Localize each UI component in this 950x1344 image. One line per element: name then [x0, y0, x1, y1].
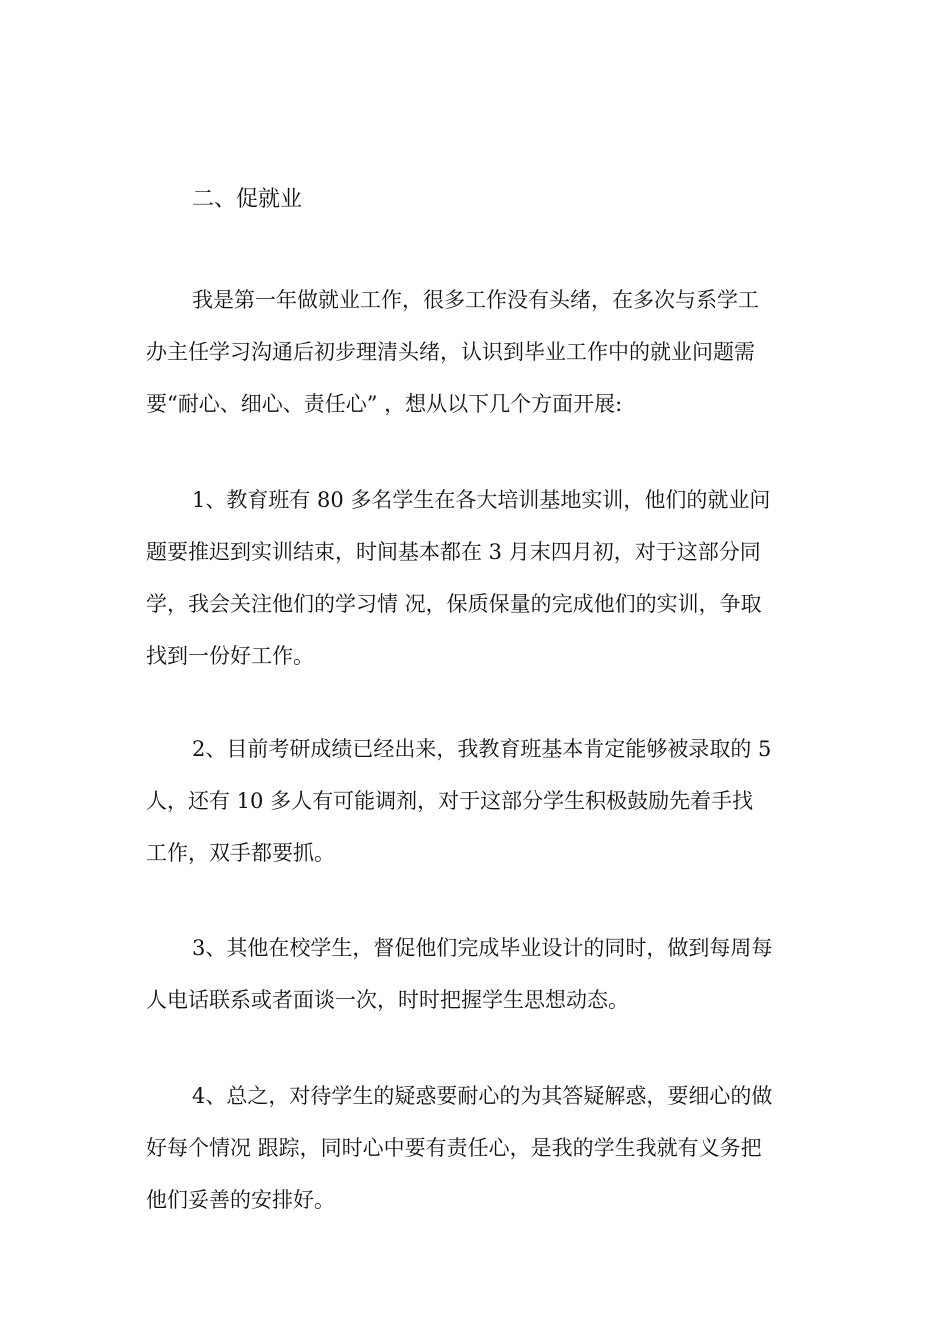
paragraph-line: 人电话联系或者面谈一次，时时把握学生思想动态。	[146, 988, 629, 1012]
section-heading: 二、促就业	[192, 187, 303, 212]
paragraph-item-2	[146, 723, 806, 879]
paragraph-line: 工作，双手都要抓。	[146, 841, 335, 865]
paragraph-line: 我是第一年做就业工作，很多工作没有头绪，在多次与系学工	[192, 288, 759, 312]
paragraph-line: 2、目前考研成绩已经出来，我教育班基本肯定能够被录取的 5	[192, 737, 772, 761]
paragraph-line: 好每个情况 跟踪，同时心中要有责任心，是我的学生我就有义务把	[146, 1136, 762, 1160]
paragraph-line: 4、总之，对待学生的疑惑要耐心的为其答疑解惑，要细心的做	[192, 1084, 773, 1108]
paragraph-line: 找到一份好工作。	[146, 644, 314, 668]
paragraph-line: 要“耐心、细心、责任心” ，想从以下几个方面开展:	[146, 392, 623, 416]
paragraph-intro	[146, 274, 806, 430]
paragraph-line: 1、教育班有 80 多名学生在各大培训基地实训，他们的就业问	[192, 488, 771, 512]
paragraph-line: 办主任学习沟通后初步理清头绪，认识到毕业工作中的就业问题需	[146, 340, 755, 364]
paragraph-line: 他们妥善的安排好。	[146, 1188, 335, 1212]
paragraph-line: 题要推迟到实训结束，时间基本都在 3 月末四月初，对于这部分同	[146, 540, 761, 564]
paragraph-item-3	[146, 922, 806, 1026]
paragraph-line: 3、其他在校学生，督促他们完成毕业设计的同时，做到每周每	[192, 936, 773, 960]
paragraph-item-1	[146, 474, 806, 682]
paragraph-item-4	[146, 1070, 806, 1226]
paragraph-line: 学，我会关注他们的学习情 况，保质保量的完成他们的实训，争取	[146, 592, 762, 616]
paragraph-line: 人，还有 10 多人有可能调剂，对于这部分学生积极鼓励先着手找	[146, 789, 754, 813]
